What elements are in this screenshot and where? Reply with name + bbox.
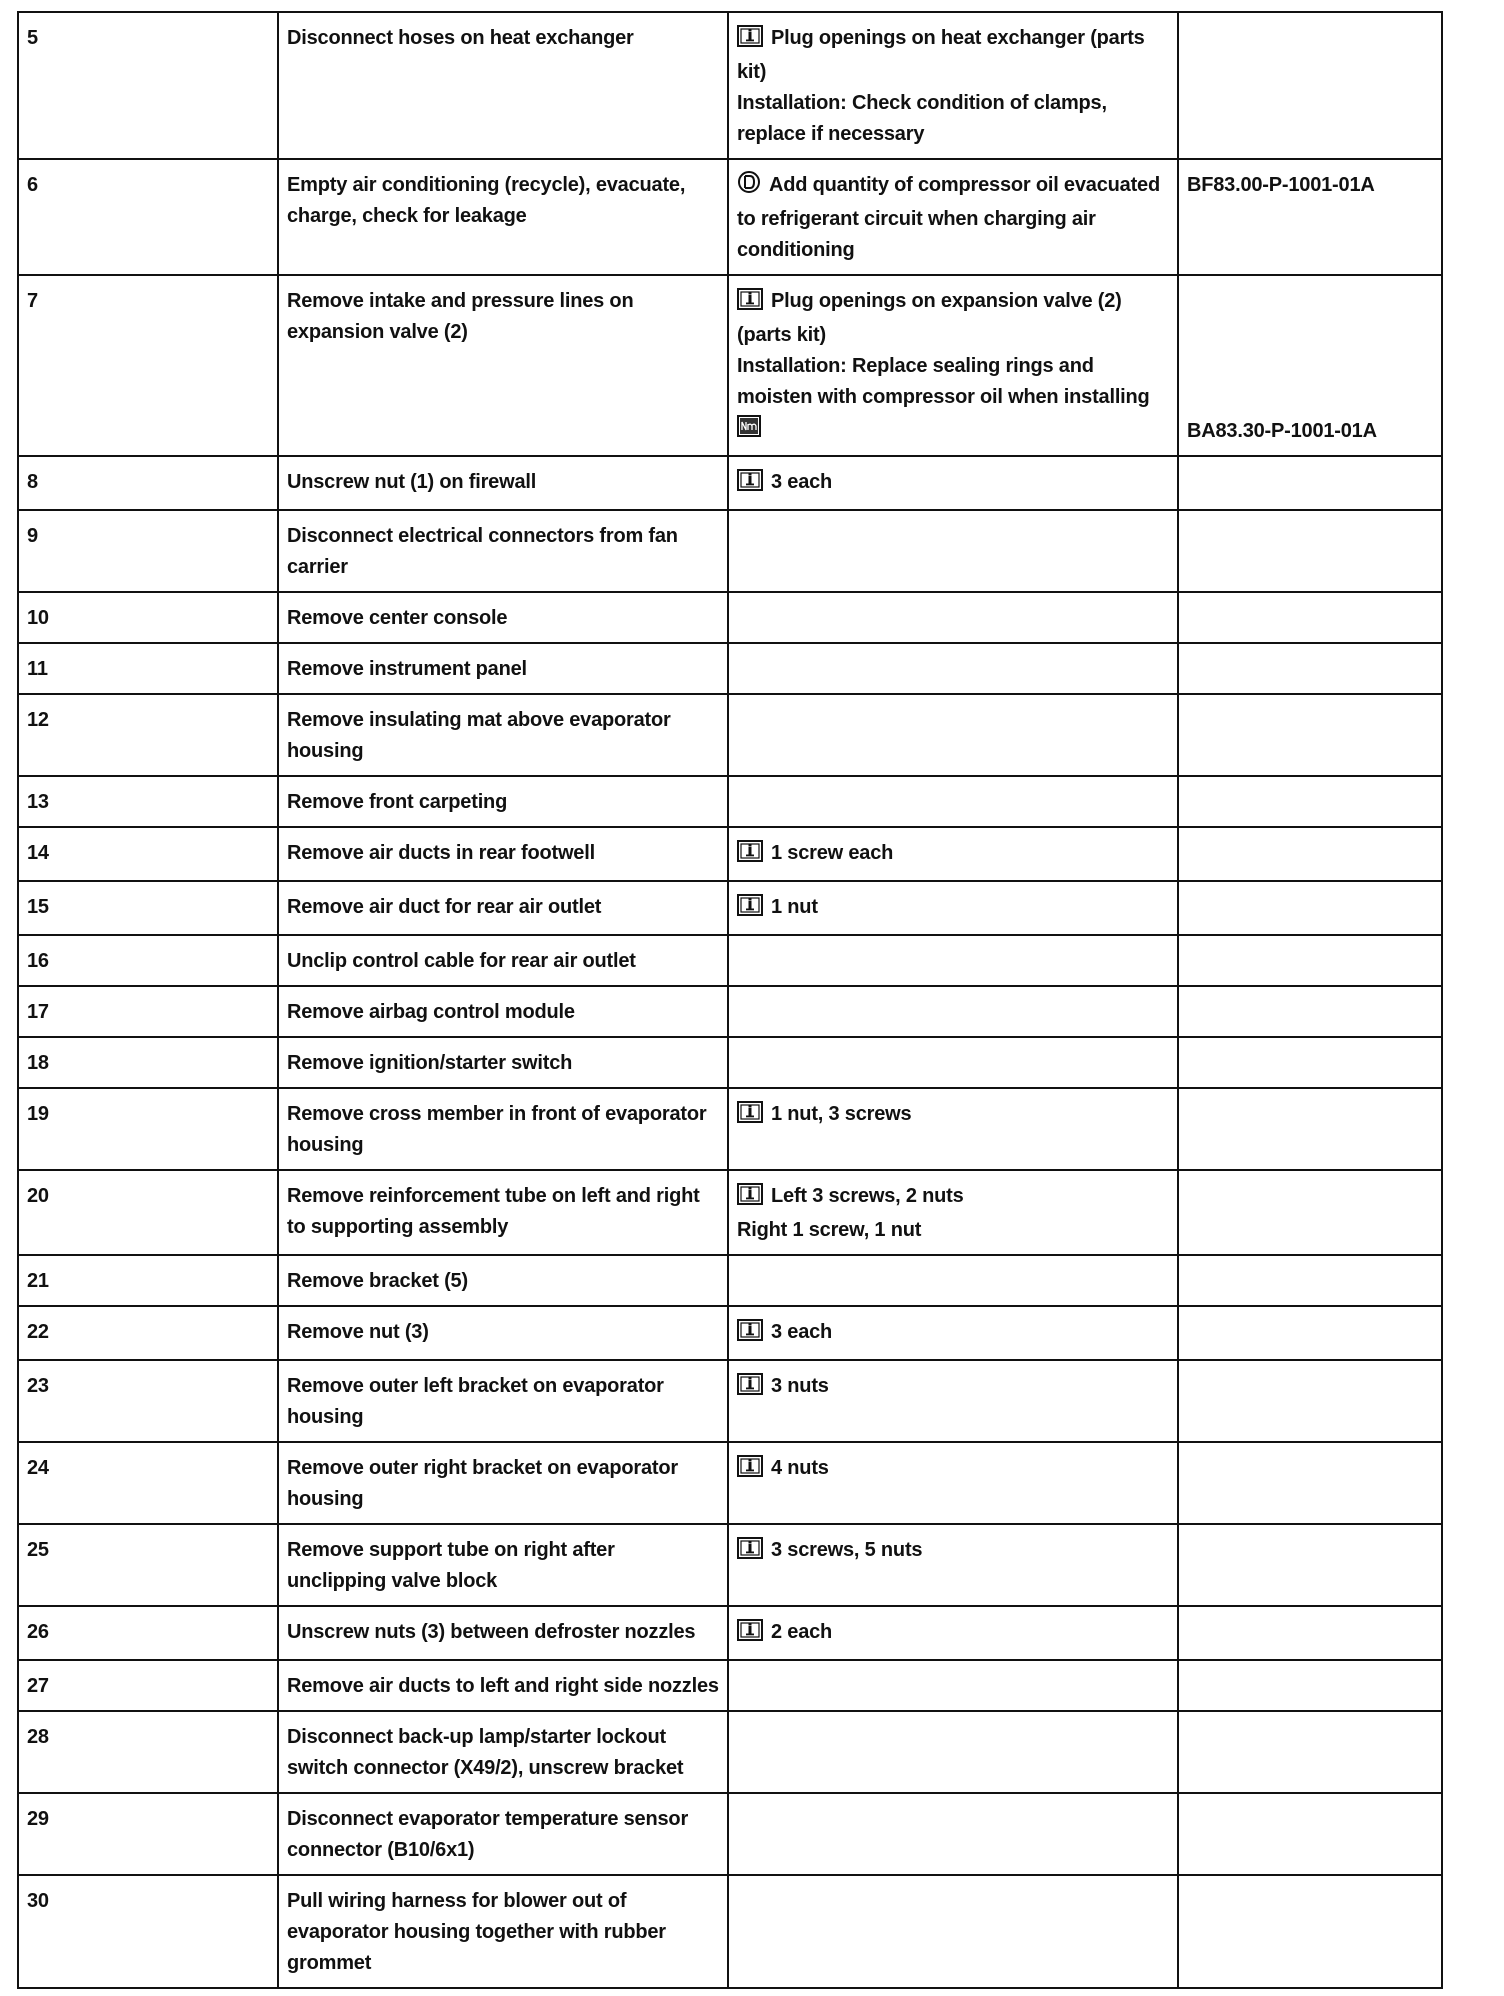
note-text: 4 nuts [771,1457,829,1479]
note-line [737,1181,1169,1215]
step-number: 11 [18,643,278,694]
info-icon [737,894,763,926]
info-icon [737,1619,763,1651]
notes-cell [728,1660,1178,1711]
operation-text: Remove bracket (5) [278,1255,728,1306]
note-text: 1 nut, 3 screws [771,1103,912,1125]
notes-cell [728,643,1178,694]
step-number: 15 [18,881,278,935]
info-icon [737,1101,763,1133]
step-number: 16 [18,935,278,986]
operation-text: Remove air ducts in rear footwell [278,827,728,881]
table-row [18,1711,1442,1793]
step-number: 13 [18,776,278,827]
note-text: 3 each [771,471,833,493]
info-icon [737,1183,763,1215]
table-row [18,1170,1442,1255]
reference-cell [1178,1524,1442,1606]
note-line [737,88,1169,150]
note-line [737,892,1169,926]
table-row [18,275,1442,456]
reference-cell [1178,1306,1442,1360]
notes-cell [728,1306,1178,1360]
reference-cell [1178,12,1442,159]
reference-cell [1178,1442,1442,1524]
note-line [737,1453,1169,1487]
reference-cell [1178,1606,1442,1660]
notes-cell [728,1711,1178,1793]
notes-cell [728,456,1178,510]
notes-cell [728,1442,1178,1524]
step-number: 26 [18,1606,278,1660]
table-row [18,1875,1442,1988]
operation-text: Empty air conditioning (recycle), evacuate, charge, check for leakage [278,159,728,275]
notes-cell [728,881,1178,935]
operation-text: Remove air duct for rear air outlet [278,881,728,935]
notes-cell [728,159,1178,275]
table-row [18,827,1442,881]
operation-text: Disconnect back-up lamp/starter lockout switch connector (X49/2), unscrew bracket [278,1711,728,1793]
table-row [18,1360,1442,1442]
note-text: Installation: Check condition of clamps, replace if necessary [737,92,1107,145]
note-text: Add quantity of compressor oil evacuated to refrigerant circuit when charging air conditioning [737,174,1160,261]
reference-cell [1178,1711,1442,1793]
reference-code: BF83.00-P-1001-01A [1187,174,1375,196]
step-number: 8 [18,456,278,510]
notes-cell [728,1793,1178,1875]
environment-icon [737,170,761,204]
notes-cell [728,592,1178,643]
step-number: 19 [18,1088,278,1170]
operation-text: Remove outer left bracket on evaporator housing [278,1360,728,1442]
info-icon [737,840,763,872]
operation-text: Pull wiring harness for blower out of evaporator housing together with rubber grommet [278,1875,728,1988]
reference-cell [1178,776,1442,827]
step-number: 10 [18,592,278,643]
operation-text: Remove center console [278,592,728,643]
operation-text: Remove air ducts to left and right side nozzles [278,1660,728,1711]
note-text: Plug openings on heat exchanger (parts kit) [737,27,1145,83]
step-number: 9 [18,510,278,592]
table-row [18,1037,1442,1088]
reference-cell [1178,1088,1442,1170]
notes-cell [728,1170,1178,1255]
operation-text: Remove cross member in front of evaporator housing [278,1088,728,1170]
notes-cell [728,986,1178,1037]
operation-text: Remove reinforcement tube on left and right to supporting assembly [278,1170,728,1255]
reference-cell [1178,456,1442,510]
note-text: 3 screws, 5 nuts [771,1539,923,1561]
table-row [18,881,1442,935]
table-row [18,1524,1442,1606]
note-line [737,1535,1169,1569]
info-icon [737,469,763,501]
table-row [18,1306,1442,1360]
step-number: 27 [18,1660,278,1711]
note-line [737,413,1169,447]
reference-cell [1178,643,1442,694]
operation-text: Disconnect evaporator temperature sensor connector (B10/6x1) [278,1793,728,1875]
reference-cell [1178,1360,1442,1442]
table-row [18,1606,1442,1660]
step-number: 29 [18,1793,278,1875]
reference-cell [1178,1875,1442,1988]
note-text: Installation: Replace sealing rings and moisten with compressor oil when installing [737,355,1150,408]
step-number: 25 [18,1524,278,1606]
table-row [18,1793,1442,1875]
operation-text: Remove intake and pressure lines on expansion valve (2) [278,275,728,456]
note-line [737,1371,1169,1405]
note-line [737,1617,1169,1651]
info-icon [737,1537,763,1569]
table-row [18,776,1442,827]
notes-cell [728,1875,1178,1988]
step-number: 28 [18,1711,278,1793]
notes-cell [728,1255,1178,1306]
note-line [737,23,1169,88]
notes-cell [728,776,1178,827]
operation-text: Remove ignition/starter switch [278,1037,728,1088]
table-row [18,986,1442,1037]
info-icon [737,25,763,57]
table-row [18,694,1442,776]
notes-cell [728,935,1178,986]
note-line [737,1215,1169,1246]
operation-text: Remove insulating mat above evaporator housing [278,694,728,776]
procedure-table [17,11,1443,1989]
reference-cell [1178,1255,1442,1306]
reference-cell [1178,510,1442,592]
step-number: 14 [18,827,278,881]
info-icon [737,1455,763,1487]
notes-cell [728,694,1178,776]
note-text: Plug openings on expansion valve (2) (parts kit) [737,290,1122,346]
operation-text: Remove nut (3) [278,1306,728,1360]
note-line [737,1099,1169,1133]
reference-cell [1178,1660,1442,1711]
notes-cell [728,1360,1178,1442]
note-text: 1 screw each [771,842,894,864]
note-line [737,170,1169,266]
note-text: 3 each [771,1321,833,1343]
step-number: 7 [18,275,278,456]
step-number: 22 [18,1306,278,1360]
step-number: 12 [18,694,278,776]
reference-cell [1178,275,1442,456]
table-row [18,643,1442,694]
notes-cell [728,510,1178,592]
table-row [18,1255,1442,1306]
info-icon [737,1319,763,1351]
notes-cell [728,827,1178,881]
table-row [18,1442,1442,1524]
notes-cell [728,1606,1178,1660]
note-text: Right 1 screw, 1 nut [737,1219,922,1241]
operation-text: Remove outer right bracket on evaporator housing [278,1442,728,1524]
reference-cell [1178,881,1442,935]
step-number: 23 [18,1360,278,1442]
reference-cell [1178,1793,1442,1875]
table-row [18,935,1442,986]
info-icon [737,1373,763,1405]
notes-cell [728,1037,1178,1088]
table-row [18,510,1442,592]
table-row [18,1088,1442,1170]
note-line [737,1317,1169,1351]
table-row [18,12,1442,159]
operation-text: Disconnect hoses on heat exchanger [278,12,728,159]
torque-icon [737,415,761,447]
operation-text: Disconnect electrical connectors from fan carrier [278,510,728,592]
step-number: 17 [18,986,278,1037]
step-number: 6 [18,159,278,275]
operation-text: Unclip control cable for rear air outlet [278,935,728,986]
note-text: 2 each [771,1621,833,1643]
note-line [737,351,1169,413]
reference-cell [1178,827,1442,881]
reference-cell [1178,1037,1442,1088]
reference-cell [1178,935,1442,986]
reference-cell [1178,1170,1442,1255]
operation-text: Remove airbag control module [278,986,728,1037]
note-line [737,467,1169,501]
step-number: 5 [18,12,278,159]
note-text: 1 nut [771,896,818,918]
operation-text: Unscrew nut (1) on firewall [278,456,728,510]
reference-cell [1178,159,1442,275]
reference-cell [1178,986,1442,1037]
reference-cell [1178,592,1442,643]
operation-text: Unscrew nuts (3) between defroster nozzles [278,1606,728,1660]
table-row [18,1660,1442,1711]
operation-text: Remove instrument panel [278,643,728,694]
notes-cell [728,275,1178,456]
notes-cell [728,12,1178,159]
reference-cell [1178,694,1442,776]
operation-text: Remove front carpeting [278,776,728,827]
table-row [18,592,1442,643]
info-icon [737,288,763,320]
note-line [737,286,1169,351]
reference-code: BA83.30-P-1001-01A [1187,420,1377,442]
step-number: 20 [18,1170,278,1255]
table-body [18,12,1442,1988]
note-text: 3 nuts [771,1375,829,1397]
notes-cell [728,1524,1178,1606]
table-row [18,159,1442,275]
step-number: 21 [18,1255,278,1306]
note-line [737,838,1169,872]
operation-text: Remove support tube on right after unclipping valve block [278,1524,728,1606]
step-number: 30 [18,1875,278,1988]
note-text: Left 3 screws, 2 nuts [771,1185,964,1207]
table-row [18,456,1442,510]
step-number: 18 [18,1037,278,1088]
step-number: 24 [18,1442,278,1524]
notes-cell [728,1088,1178,1170]
